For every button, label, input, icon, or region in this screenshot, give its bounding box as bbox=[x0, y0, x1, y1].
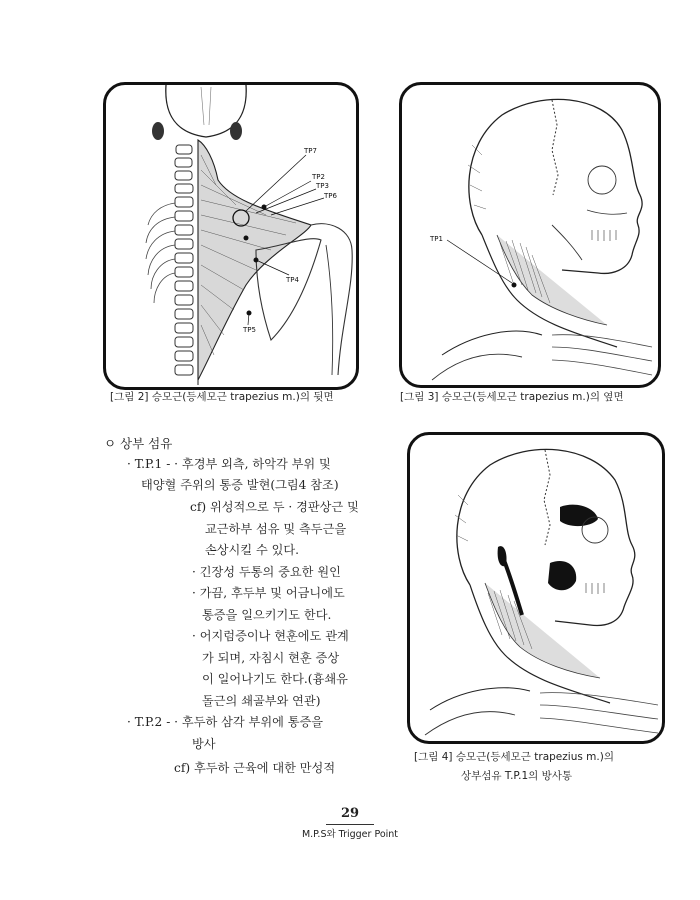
fig2-label-tp6: TP6 bbox=[324, 192, 337, 200]
body-line: · T.P.1 - · 후경부 외측, 하악각 부위 및 bbox=[127, 457, 331, 471]
body-line: · 어지럼증이나 현훈에도 관계 bbox=[192, 629, 349, 643]
section-heading: ㅇ 상부 섬유 bbox=[104, 436, 173, 451]
running-head: M.P.S와 Trigger Point bbox=[301, 829, 399, 840]
body-line: 태양혈 주위의 통증 발현(그림4 참조) bbox=[141, 478, 339, 492]
figure-2-illustration bbox=[106, 85, 356, 387]
body-line: · 가끔, 후두부 및 어금니에도 bbox=[192, 586, 345, 600]
body-line: · 긴장성 두통의 중요한 원인 bbox=[192, 565, 341, 579]
body-line: 돌근의 쇄골부와 연관) bbox=[202, 694, 321, 708]
fig3-label-tp1: TP1 bbox=[430, 235, 443, 243]
figure-3-side-view bbox=[399, 82, 661, 388]
figure-3-caption: [그림 3] 승모근(등세모근 trapezius m.)의 옆면 bbox=[400, 391, 624, 403]
figure-4-referred-pain bbox=[407, 432, 665, 744]
figure-4-caption-line1: [그림 4] 승모근(등세모근 trapezius m.)의 bbox=[414, 751, 614, 763]
page-number: 29 bbox=[340, 806, 360, 821]
body-line: 통증을 일으키기도 한다. bbox=[202, 608, 332, 622]
body-line: 손상시킬 수 있다. bbox=[205, 543, 300, 557]
figure-2-back-view bbox=[103, 82, 359, 390]
body-line: 이 일어나기도 한다.(흉쇄유 bbox=[202, 672, 348, 686]
fig2-label-tp3: TP3 bbox=[316, 182, 329, 190]
fig2-label-tp2: TP2 bbox=[312, 173, 325, 181]
fig2-label-tp5: TP5 bbox=[243, 326, 256, 334]
body-line: · T.P.2 - · 후두하 삼각 부위에 통증을 bbox=[127, 715, 324, 729]
figure-2-caption: [그림 2] 승모근(등세모근 trapezius m.)의 뒷면 bbox=[110, 391, 334, 403]
body-line: 방사 bbox=[192, 737, 216, 751]
page-number-rule bbox=[326, 824, 374, 825]
figure-4-caption-line2: 상부섬유 T.P.1의 방사통 bbox=[461, 770, 573, 782]
figure-3-illustration bbox=[402, 85, 658, 385]
body-line: cf) 후두하 근육에 대한 만성적 bbox=[174, 761, 336, 775]
fig2-label-tp7: TP7 bbox=[304, 147, 317, 155]
figure-4-illustration bbox=[410, 435, 662, 741]
body-line: 가 되며, 자침시 현훈 증상 bbox=[202, 651, 340, 665]
body-line: cf) 위성적으로 두 · 경판상근 및 bbox=[190, 500, 359, 514]
body-line: 교근하부 섬유 및 측두근을 bbox=[205, 522, 347, 536]
fig2-label-tp4: TP4 bbox=[286, 276, 299, 284]
